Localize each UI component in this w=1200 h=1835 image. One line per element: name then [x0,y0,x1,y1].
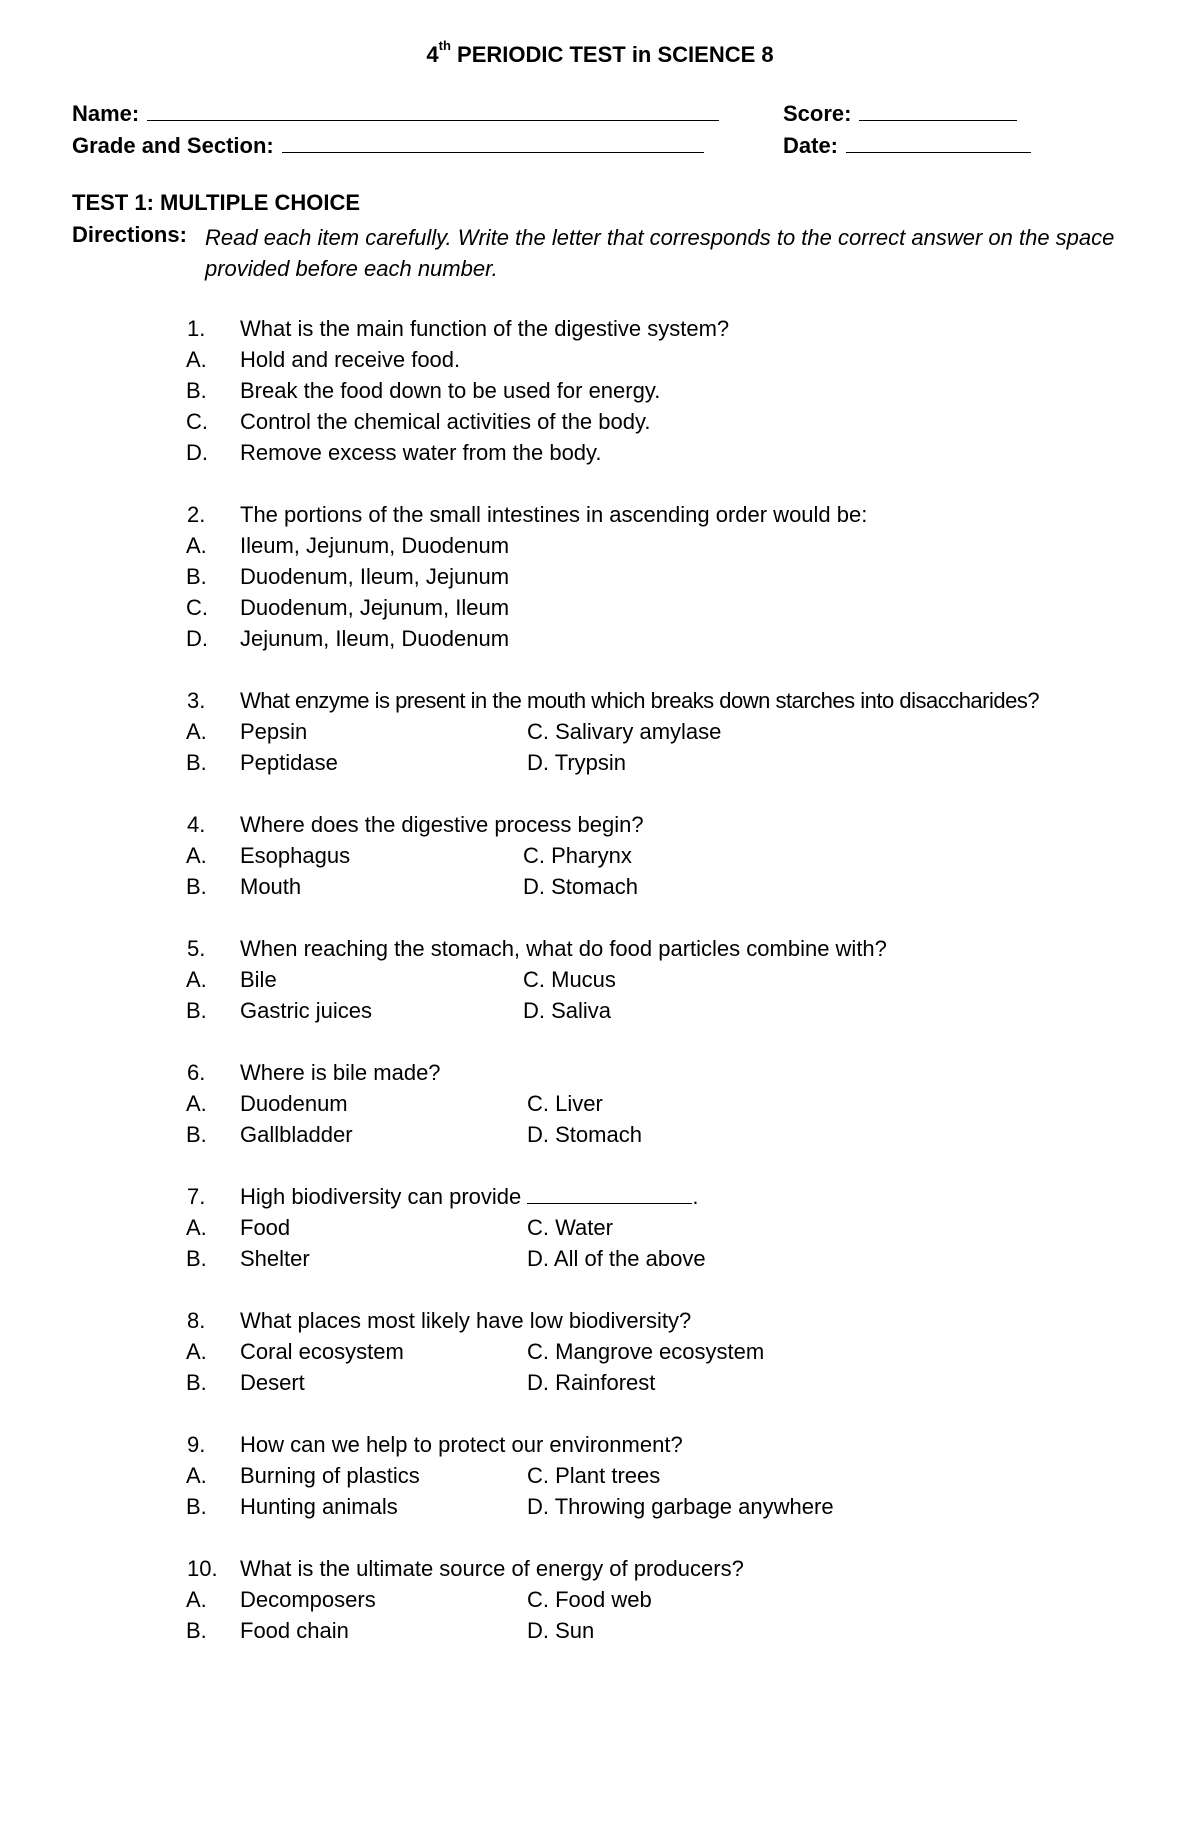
option-text: Burning of plastics [240,1463,420,1488]
question-number: 3. [187,688,206,713]
option-text: Gastric juices [240,998,373,1023]
question-list [0,313,1200,1677]
option-text: Bile [240,967,277,992]
option-text: D. All of the above [527,1246,706,1271]
option-text: Ileum, Jejunum, Duodenum [240,533,510,558]
option-text: Food [240,1215,291,1240]
option-text: D. Rainforest [527,1370,656,1395]
option-text: C. Liver [527,1091,603,1116]
option-text: Hold and receive food. [240,347,461,372]
question-text [240,1181,699,1212]
title-superscript: th [438,38,451,53]
option-text: C. Mangrove ecosystem [527,1339,765,1364]
question-text: How can we help to protect our environment? [240,1432,683,1457]
question-9 [0,1429,1200,1522]
question-text-main: High biodiversity can provide [240,1184,522,1209]
option-text: Shelter [240,1246,310,1271]
question-3 [0,685,1200,778]
option-text: Hunting animals [240,1494,398,1519]
option-letter: A. [186,347,207,372]
grade-section-field [72,130,704,160]
question-7 [0,1181,1200,1274]
option-letter: A. [186,843,207,868]
fill-in-blank [527,1183,692,1204]
question-number: 9. [187,1432,206,1457]
score-field [783,98,1017,128]
page-title [0,38,1200,68]
grade-section-label: Grade and Section: [72,133,274,158]
option-text: D. Trypsin [527,750,627,775]
option-letter: D. [186,626,208,651]
option-text: Decomposers [240,1587,376,1612]
option-letter: A. [186,967,207,992]
question-text: The portions of the small intestines in ascending order would be: [240,502,868,527]
option-letter: B. [186,874,207,899]
option-text: Jejunum, Ileum, Duodenum [240,626,510,651]
question-4 [0,809,1200,902]
option-text: D. Stomach [527,1122,642,1147]
question-number: 2. [187,502,206,527]
question-number: 10. [187,1556,218,1581]
option-text: Duodenum, Jejunum, Ileum [240,595,510,620]
grade-section-blank[interactable] [282,130,704,153]
question-text: What enzyme is present in the mouth which breaks down starches into disaccharides? [240,688,1040,713]
option-letter: B. [186,1370,207,1395]
question-number: 4. [187,812,206,837]
question-text: When reaching the stomach, what do food particles combine with? [240,936,887,961]
option-text: Coral ecosystem [240,1339,404,1364]
option-letter: B. [186,998,207,1023]
option-text: Duodenum [240,1091,348,1116]
question-text: What is the ultimate source of energy of producers? [240,1556,744,1581]
question-number: 8. [187,1308,206,1333]
option-text: Control the chemical activities of the body. [240,409,651,434]
directions-label: Directions: [72,222,187,247]
option-text: Break the food down to be used for energy. [240,378,661,403]
option-letter: A. [186,1215,207,1240]
date-label: Date: [783,133,839,158]
date-blank[interactable] [846,130,1031,153]
option-letter: B. [186,750,207,775]
question-text: Where is bile made? [240,1060,441,1085]
option-letter: A. [186,719,207,744]
name-label: Name: [72,101,140,126]
question-8 [0,1305,1200,1398]
option-text: C. Water [527,1215,613,1240]
option-letter: A. [186,1587,207,1612]
question-number: 5. [187,936,206,961]
question-text: What is the main function of the digestive system? [240,316,730,341]
name-field [72,98,719,128]
option-letter: A. [186,1463,207,1488]
option-letter: B. [186,1246,207,1271]
option-text: Desert [240,1370,305,1395]
option-letter: B. [186,378,207,403]
option-text: C. Salivary amylase [527,719,722,744]
option-letter: D. [186,440,208,465]
question-10 [0,1553,1200,1646]
score-label: Score: [783,101,852,126]
question-text: Where does the digestive process begin? [240,812,644,837]
test-title: TEST 1: MULTIPLE CHOICE [72,190,361,215]
option-letter: B. [186,564,207,589]
option-letter: A. [186,1339,207,1364]
score-blank[interactable] [859,98,1017,121]
question-1 [0,313,1200,468]
option-letter: B. [186,1122,207,1147]
option-letter: B. [186,1494,207,1519]
option-text: C. Plant trees [527,1463,661,1488]
name-blank[interactable] [147,98,719,121]
question-number: 6. [187,1060,206,1085]
option-text: Food chain [240,1618,349,1643]
option-text: Gallbladder [240,1122,353,1147]
question-6 [0,1057,1200,1150]
question-5 [0,933,1200,1026]
question-number: 1. [187,316,206,341]
option-letter: A. [186,533,207,558]
option-text: D. Throwing garbage anywhere [527,1494,834,1519]
option-text: C. Mucus [523,967,616,992]
option-text: D. Stomach [523,874,638,899]
question-text-suffix: . [692,1184,699,1209]
option-text: Pepsin [240,719,308,744]
option-letter: C. [186,409,208,434]
title-ordinal: 4 [426,42,439,67]
directions-text: Read each item carefully. Write the letter that corresponds to the correct answer on the space provided before each number. [205,225,1115,281]
option-text: C. Food web [527,1587,652,1612]
option-text: Duodenum, Ileum, Jejunum [240,564,510,589]
option-letter: B. [186,1618,207,1643]
option-text: D. Saliva [523,998,612,1023]
date-field [783,130,1031,160]
option-text: Remove excess water from the body. [240,440,602,465]
option-text: Peptidase [240,750,338,775]
title-text: PERIODIC TEST in SCIENCE 8 [450,42,774,67]
question-2 [0,499,1200,654]
option-letter: C. [186,595,208,620]
option-text: Mouth [240,874,302,899]
option-text: Esophagus [240,843,351,868]
option-text: D. Sun [527,1618,595,1643]
question-number: 7. [187,1184,206,1209]
option-letter: A. [186,1091,207,1116]
option-text: C. Pharynx [523,843,632,868]
question-text: What places most likely have low biodiversity? [240,1308,692,1333]
